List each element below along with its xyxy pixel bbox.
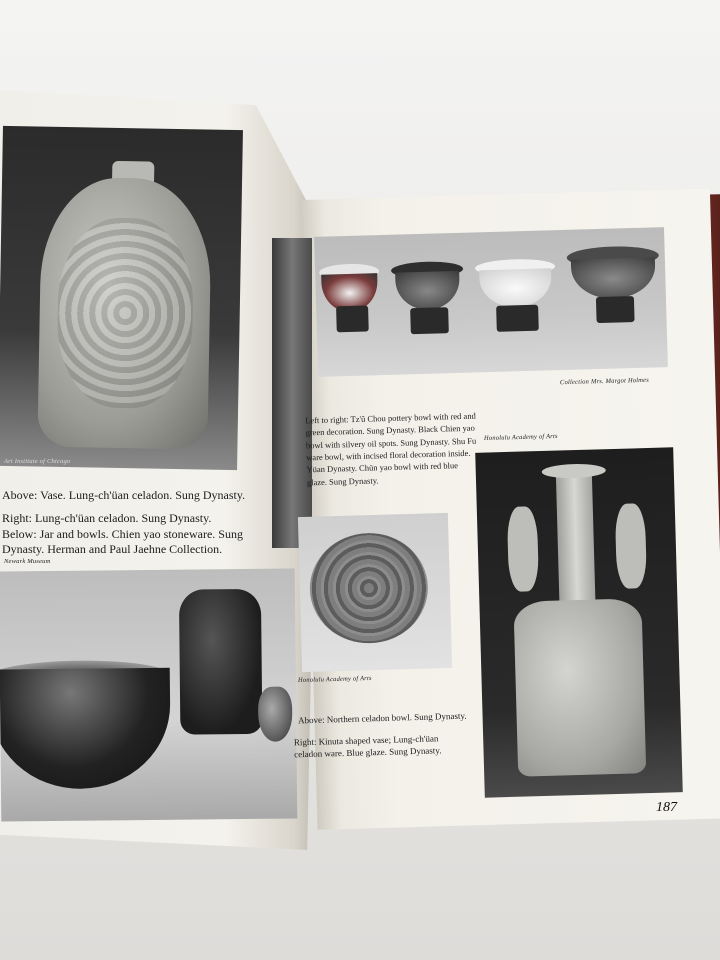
caption-below-1: Below: Jar and bowls. Chien yao stoneware. Sung xyxy=(2,527,243,541)
caption-below-2: Dynasty. Herman and Paul Jaehne Collection. xyxy=(2,542,223,556)
stand-1 xyxy=(336,305,369,332)
stand-3 xyxy=(496,305,539,332)
bowl-4 xyxy=(571,257,656,299)
bowl-2 xyxy=(395,271,460,311)
kinuta-neck xyxy=(556,470,596,611)
right-handle xyxy=(615,503,647,589)
tenmoku-bowl xyxy=(0,668,171,790)
caption-kinuta-vase: Right: Kinuta shaped vase; Lung-ch'üan celadon ware. Blue glaze. Sung Dynasty. xyxy=(293,733,442,760)
bowl-3 xyxy=(479,268,552,308)
right-vase-photo-partial xyxy=(272,238,312,548)
dark-jar xyxy=(179,589,263,735)
stand-2 xyxy=(410,307,449,334)
celadon-photo-credit: Honolulu Academy of Arts xyxy=(297,674,372,685)
vase-photo-credit: Art Institute of Chicago xyxy=(4,458,71,465)
small-bowl xyxy=(258,686,293,741)
jar-and-bowls-photo xyxy=(0,568,297,821)
incised-celadon-bowl xyxy=(308,532,429,645)
kinuta-photo-credit: Honolulu Academy of Arts xyxy=(483,432,558,443)
kinuta-vase-photo xyxy=(475,447,683,797)
page-number: 187 xyxy=(656,800,677,815)
four-bowls-photo xyxy=(314,227,668,377)
celadon-bowl-photo xyxy=(298,513,452,672)
jar-photo-credit: Newark Museum xyxy=(4,558,51,565)
caption-celadon-bowl: Above: Northern celadon bowl. Sung Dynasty. xyxy=(297,710,467,726)
vase-carved-pattern xyxy=(56,217,194,409)
bowls-caption: Left to right: Tz'ŭ Chou pottery bowl with red and green decoration. Sung Dynasty. Black Chien yao bowl with silvery oil spots. Sung Dynasty. Shu Fu ware bowl, with incised floral decoration inside. Yüan Dynasty. Chün yao bowl with red blue glaze. Sung Dynasty. xyxy=(305,410,477,487)
caption-right-vase: Right: Lung-ch'üan celadon. Sung Dynasty. xyxy=(2,511,212,525)
stand-4 xyxy=(596,296,635,323)
left-handle xyxy=(507,506,539,592)
vase-photo xyxy=(0,126,243,470)
bowls-photo-credit: Collection Mrs. Margot Holmes xyxy=(559,376,650,387)
caption-above-vase: Above: Vase. Lung-ch'üan celadon. Sung Dynasty. xyxy=(2,488,246,502)
kinuta-body xyxy=(513,598,646,777)
kinuta-mouth xyxy=(542,463,606,479)
